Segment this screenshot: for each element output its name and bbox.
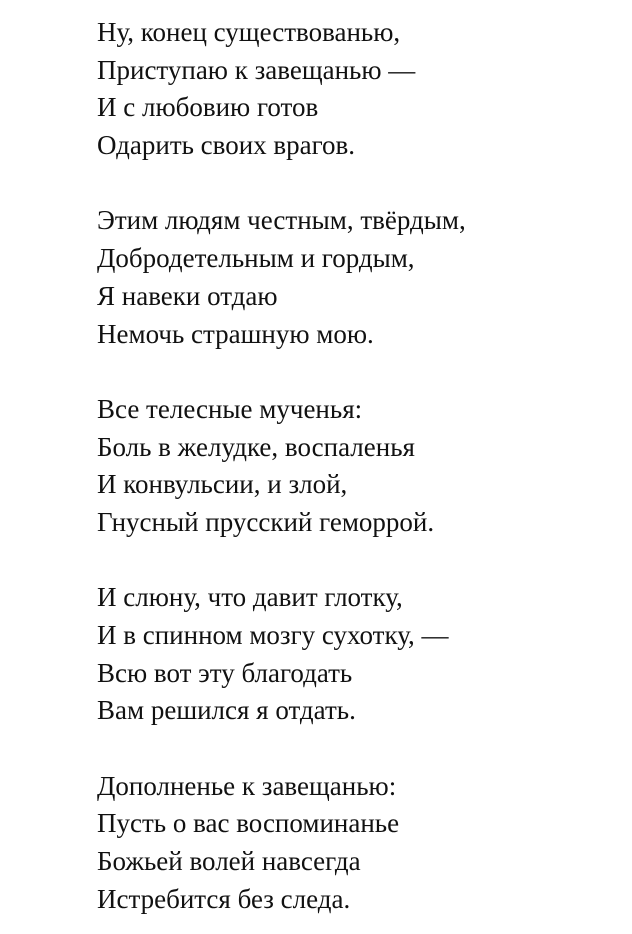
stanza-5 — [97, 768, 617, 919]
poem-line: Боль в желудке, воспаленья — [97, 431, 415, 462]
poem-line: Приступаю к завещанью — — [97, 54, 416, 85]
poem-line: Пусть о вас воспоминанье — [97, 808, 400, 839]
poem-line: Гнусный прусский геморрой. — [97, 506, 435, 537]
poem-line: Все телесные мученья: — [97, 393, 363, 424]
poem-line: Я навеки отдаю — [97, 280, 278, 311]
poem-line: И с любовию готов — [97, 92, 319, 123]
poem-line: Истребится без следа. — [97, 883, 351, 914]
poem-line: Дополненье к завещанью: — [97, 770, 397, 801]
poem-text — [97, 14, 617, 919]
poem-line: И конвульсии, и злой, — [97, 469, 348, 500]
stanza-2 — [97, 202, 617, 353]
poem-line: И в спинном мозгу сухотку, — — [97, 620, 449, 650]
stanza-4 — [97, 579, 617, 730]
stanza-1 — [97, 14, 617, 165]
poem-line: Добродетельным и гордым, — [97, 243, 415, 274]
poem-line: Вам решился я отдать. — [97, 695, 356, 726]
poem-line: Божьей волей навсегда — [97, 846, 361, 877]
poem-line: Немочь страшную мою. — [97, 318, 374, 349]
poem-line: Этим людям честным, твёрдым, — [97, 205, 466, 236]
poem-line: Всю вот эту благодать — [97, 657, 353, 688]
stanza-3 — [97, 391, 617, 542]
poem-line: И слюну, что давит глотку, — [97, 582, 403, 613]
poem-line: Ну, конец существованью, — [97, 17, 401, 47]
poem-line: Одарить своих врагов. — [97, 130, 356, 161]
